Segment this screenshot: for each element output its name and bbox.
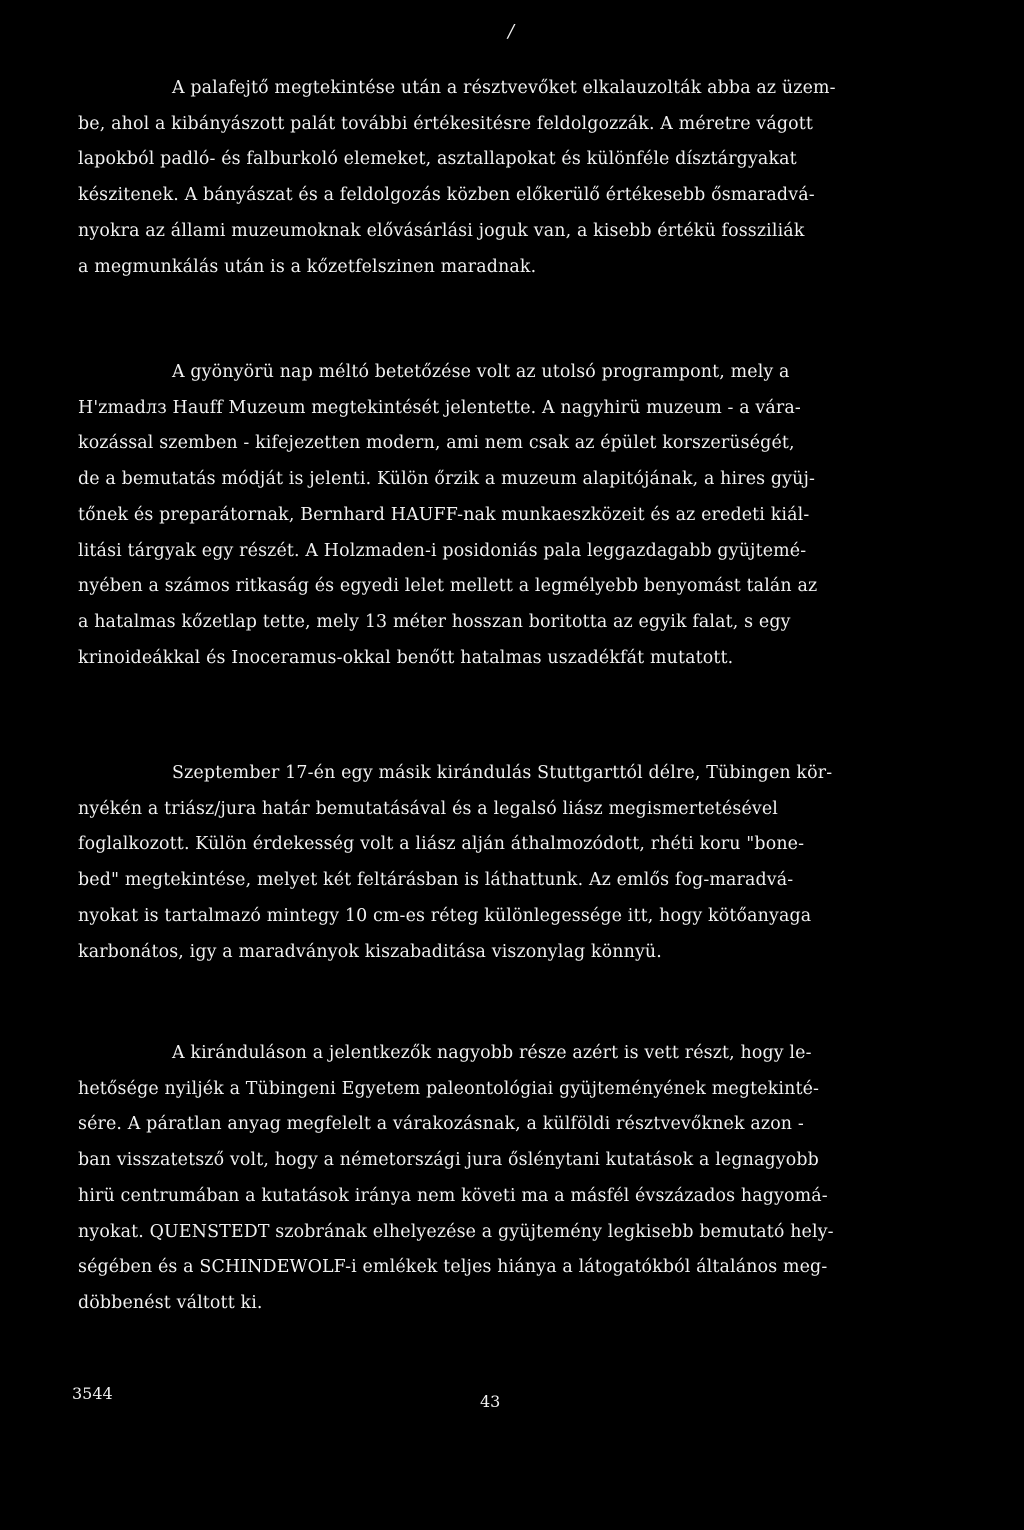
text-line: H'zmadлз Hauff Muzeum megtekintését jelentette. A nagyhirü muzeum - a vára-: [78, 397, 801, 418]
text-line: be, ahol a kibányászott palát további értékesitésre feldolgozzák. A méretre vágott: [78, 113, 814, 134]
text-line: készitenek. A bányászat és a feldolgozás közben előkerülő értékesebb ősmaradvá-: [78, 185, 815, 206]
text-line: a megmunkálás után is a kőzetfelszinen maradnak.: [78, 256, 537, 277]
text-line: A palafejtő megtekintése után a résztvevőket elkalauzolták abba az üzem-: [172, 78, 836, 98]
paragraph-3: [78, 756, 950, 970]
text-line: a hatalmas kőzetlap tette, mely 13 méter hosszan boritotta az egyik falat, s egy: [78, 611, 791, 632]
text-line: ségében és a SCHINDEWOLF-i emlékek teljes hiánya a látogatókból általános meg-: [78, 1257, 828, 1278]
text-line: hetősége nyiljék a Tübingeni Egyetem paleontológiai gyüjteményének megtekinté-: [78, 1078, 820, 1099]
text-line: tőnek és preparátornak, Bernhard HAUFF-nak munkaeszközeit és az eredeti kiál-: [78, 504, 810, 525]
text-line: foglalkozott. Külön érdekesség volt a liász alján áthalmozódott, rhéti koru "bone-: [78, 834, 805, 855]
text-line: A gyönyörü nap méltó betetőzése volt az utolsó programpont, mely a: [172, 362, 790, 382]
text-line: ban visszatetsző volt, hogy a németországi jura őslénytani kutatások a legnagyobb: [78, 1150, 819, 1171]
text-line: karbonátos, igy a maradványok kiszabaditása viszonylag könnyü.: [78, 941, 662, 962]
text-line: lapokból padló- és falburkoló elemeket, asztallapokat és különféle dísztárgyakat: [78, 149, 797, 170]
text-line: sére. A páratlan anyag megfelelt a várakozásnak, a külföldi résztvevőknek azon -: [78, 1114, 804, 1135]
text-line: de a bemutatás módját is jelenti. Külön őrzik a muzeum alapitójának, a hires gyüj-: [78, 469, 816, 490]
page-number: 43: [480, 1392, 501, 1411]
text-line: kozással szemben - kifejezetten modern, ami nem csak az épület korszerüségét,: [78, 433, 795, 454]
text-line: nyokat. QUENSTEDT szobrának elhelyezése a gyüjtemény legkisebb bemutató hely-: [78, 1221, 834, 1242]
text-line: nyokat is tartalmazó mintegy 10 cm-es réteg különlegessége itt, hogy kötőanyaga: [78, 905, 812, 926]
text-line: litási tárgyak egy részét. A Holzmaden-i posidoniás pala leggazdagabb gyüjtemé-: [78, 540, 807, 561]
text-line: A kiránduláson a jelentkezők nagyobb része azért is vett részt, hogy le-: [172, 1043, 812, 1063]
top-mark: /: [508, 21, 515, 42]
paragraph-4: [78, 1036, 950, 1322]
text-line: Szeptember 17-én egy másik kirándulás Stuttgarttól délre, Tübingen kör-: [172, 763, 833, 783]
text-line: hirü centrumában a kutatások iránya nem követi ma a másfél évszázados hagyomá-: [78, 1185, 828, 1206]
text-line: bed" megtekintése, melyet két feltárásban is láthattunk. Az emlős fog-maradvá-: [78, 870, 794, 891]
text-line: nyokra az állami muzeumoknak elővásárlási joguk van, a kisebb értékü fossziliák: [78, 220, 805, 241]
text-line: nyében a számos ritkaság és egyedi lelet mellett a legmélyebb benyomást talán az: [78, 576, 818, 597]
paragraph-1: [78, 71, 950, 285]
document-code: 3544: [72, 1384, 113, 1403]
text-line: krinoideákkal és Inoceramus-okkal benőtt hatalmas uszadékfát mutatott.: [78, 647, 734, 668]
text-line: nyékén a triász/jura határ bemutatásával és a legalsó liász megismertetésével: [78, 798, 779, 819]
paragraph-2: [78, 355, 950, 676]
text-line: döbbenést váltott ki.: [78, 1292, 263, 1313]
